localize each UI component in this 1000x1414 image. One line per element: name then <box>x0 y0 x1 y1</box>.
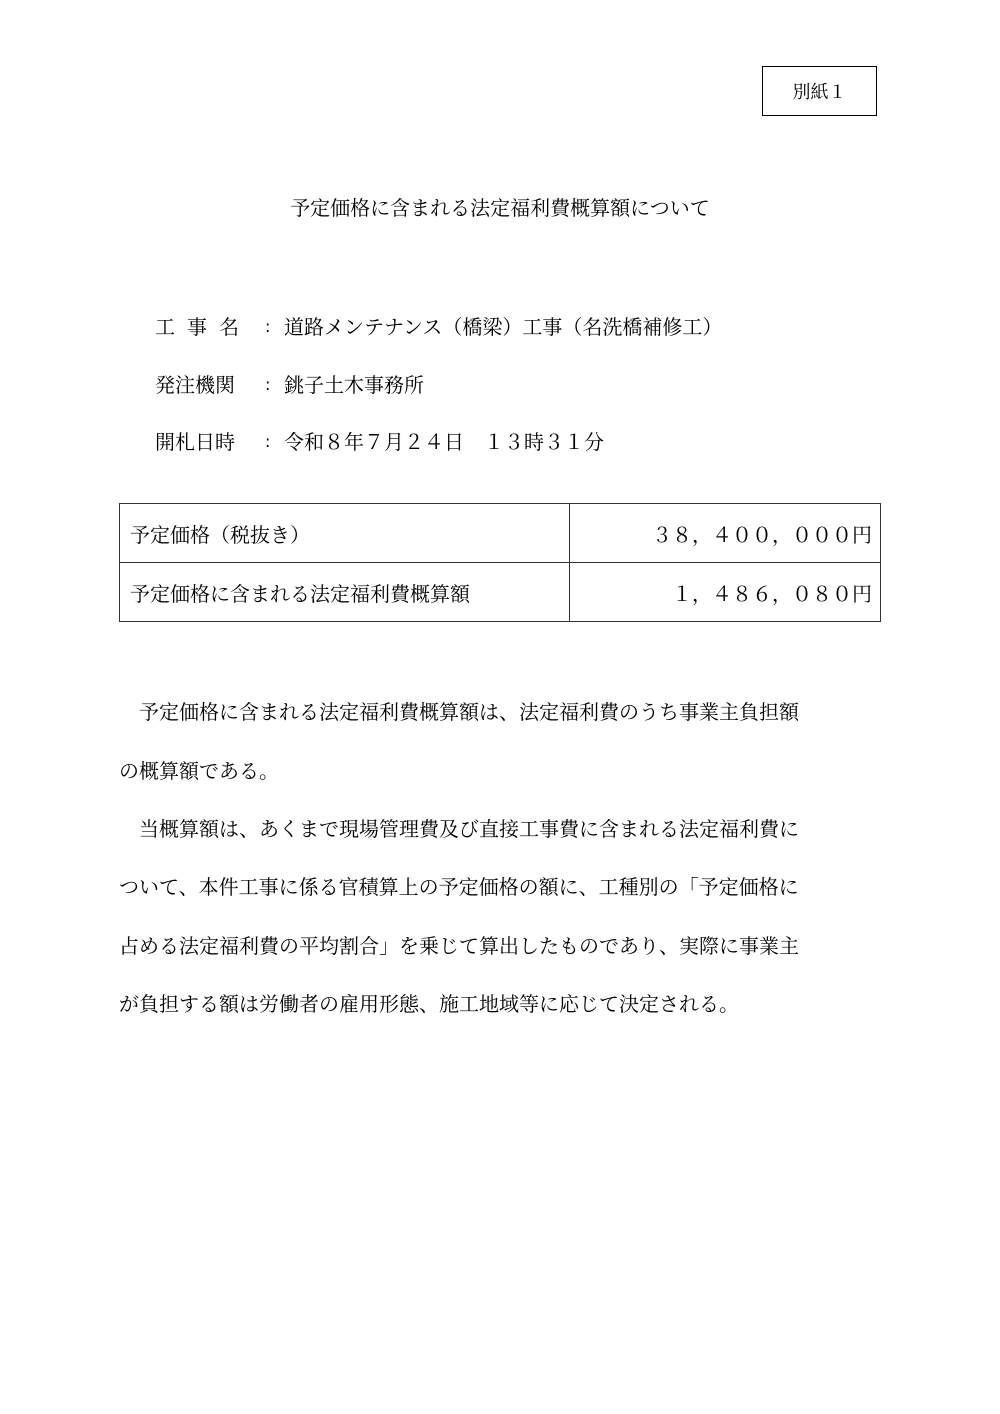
body-line: が負担する額は労働者の雇用形態、施工地域等に応じて決定される。 <box>119 992 739 1016</box>
ordering-agency-label: 発注機関 <box>155 373 235 397</box>
table-row <box>120 563 881 622</box>
project-name-colon: : <box>265 317 271 336</box>
table-cell-amount: ３８，４００，０００円 <box>570 504 881 563</box>
bid-opening-colon: : <box>265 432 271 451</box>
bid-opening-label: 開札日時 <box>155 430 235 454</box>
body-line: の概算額である。 <box>119 759 279 783</box>
ordering-agency-value: 銚子土木事務所 <box>284 373 424 397</box>
body-line: 予定価格に含まれる法定福利費概算額は、法定福利費のうち事業主負担額 <box>119 700 799 724</box>
table-cell-amount: １，４８６，０８０円 <box>570 563 881 622</box>
table-cell-label: 予定価格（税抜き） <box>120 504 570 563</box>
document-title: 予定価格に含まれる法定福利費概算額について <box>290 196 710 220</box>
bid-opening-value: 令和８年７月２４日 １３時３１分 <box>284 430 604 454</box>
ordering-agency-colon: : <box>265 375 271 394</box>
body-line: 占める法定福利費の平均割合」を乗じて算出したものであり、実際に事業主 <box>119 934 799 958</box>
body-line: ついて、本件工事に係る官積算上の予定価格の額に、工種別の「予定価格に <box>119 875 799 899</box>
body-line: 当概算額は、あくまで現場管理費及び直接工事費に含まれる法定福利費に <box>119 817 799 841</box>
table-row <box>120 504 881 563</box>
project-name-value: 道路メンテナンス（橋梁）工事（名洗橋補修工） <box>284 315 723 339</box>
table-cell-label: 予定価格に含まれる法定福利費概算額 <box>120 563 570 622</box>
attachment-label: 別紙１ <box>762 66 877 116</box>
price-table <box>119 503 881 622</box>
project-name-label: 工事名 <box>155 315 251 339</box>
